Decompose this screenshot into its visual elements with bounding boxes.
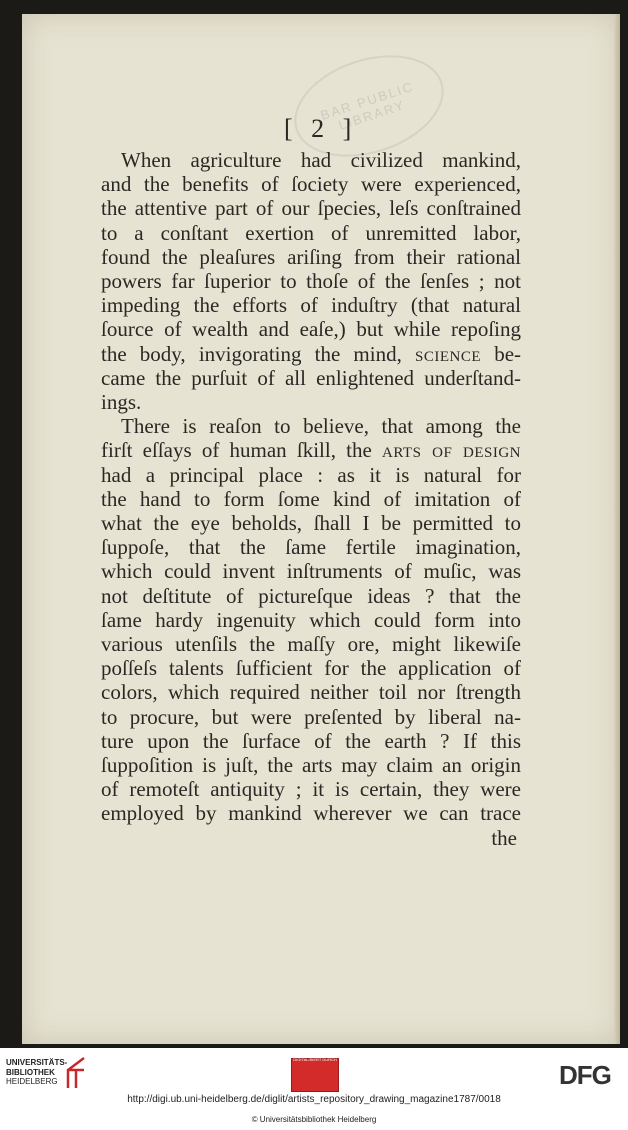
text-line: When agriculture had civilized mankind,: [121, 148, 521, 172]
library-stamp-text: BAR PUBLIC LIBRARY: [318, 78, 416, 133]
paragraph-1: [101, 148, 521, 414]
text-line: to procure, but were preſented by liberal na-: [101, 704, 521, 729]
text-line: There is reaſon to believe, that among the: [121, 414, 521, 439]
paragraph-2: [101, 414, 521, 850]
text-line: colors, which required neither toil nor ſtrength: [101, 680, 521, 705]
text-line: had a principal place : as it is natural for: [101, 462, 521, 487]
text-line: ſuppoſition is juſt, the arts may claim an origin: [101, 753, 521, 778]
university-emblem-icon: [66, 1056, 86, 1090]
text-line: came the purſuit of all enlightened underſtand-: [101, 365, 521, 390]
text-line: [101, 438, 521, 462]
text-line: and the benefits of ſociety were experienced,: [101, 172, 521, 197]
text-line: powers far ſuperior to thoſe of the ſenſes ; not: [101, 269, 521, 294]
page-edge: [614, 14, 620, 1044]
text-line: ſource of wealth and eaſe,) but while repoſing: [101, 317, 521, 342]
text-line: ture upon the ſurface of the earth ? If this: [101, 728, 521, 753]
text-fragment: the body, invigorating the mind,: [101, 341, 402, 366]
text-line: ings.: [101, 390, 142, 415]
text-line: what the eye beholds, ſhall I be permitted to: [101, 511, 521, 536]
text-line: [101, 342, 521, 366]
text-line: impeding the efforts of induſtry (that natural: [101, 293, 521, 318]
text-line: ſame hardy ingenuity which could form into: [101, 607, 521, 632]
footer: [0, 1048, 628, 1130]
logo-line: BIBLIOTHEK: [6, 1067, 55, 1077]
text-fragment: firſt eſſays of human ſkill, the: [101, 438, 372, 463]
text-line: the attentive part of our ſpecies, leſs conſtrained: [101, 196, 521, 221]
text-line: to a conſtant exertion of unremitted labor,: [101, 220, 521, 245]
body-text: [101, 148, 521, 850]
page-number: [ 2 ]: [284, 114, 358, 143]
text-line: ſuppoſe, that the ſame fertile imagination,: [101, 535, 521, 560]
logo-line: UNIVERSITÄTS-: [6, 1058, 68, 1067]
dfg-logo[interactable]: DFG: [559, 1060, 611, 1090]
small-caps-term: science: [415, 341, 482, 366]
text-line: found the pleaſures ariſing from their rational: [101, 244, 521, 269]
permalink-url[interactable]: http://digi.ub.uni-heidelberg.de/diglit/artists_repository_drawing_magazine1787/0018: [127, 1094, 501, 1105]
text-line: which could invent inſtruments of muſic, was: [101, 559, 521, 584]
text-line: various utenſils the maſſy ore, might likewiſe: [101, 632, 521, 657]
digitization-logo-text: DIGITALISIERT DURCH: [293, 1057, 337, 1062]
university-library-logo[interactable]: [6, 1058, 67, 1087]
text-line: the hand to form ſome kind of imitation of: [101, 486, 521, 511]
text-line: of remoteſt antiquity ; it is certain, they were: [101, 777, 521, 802]
catchword: the: [491, 825, 517, 850]
small-caps-term: arts of design: [382, 438, 521, 463]
copyright-notice: © Universitätsbibliothek Heidelberg: [251, 1115, 377, 1124]
logo-line: HEIDELBERG: [6, 1077, 58, 1086]
text-line: employed by mankind wherever we can trace: [101, 801, 521, 826]
text-fragment: be-: [494, 341, 522, 366]
text-line: not deſtitute of pictureſque ideas ? that the: [101, 583, 521, 608]
digitization-logo[interactable]: [291, 1058, 339, 1092]
text-line: poſſeſs talents ſufficient for the application of: [101, 656, 521, 681]
